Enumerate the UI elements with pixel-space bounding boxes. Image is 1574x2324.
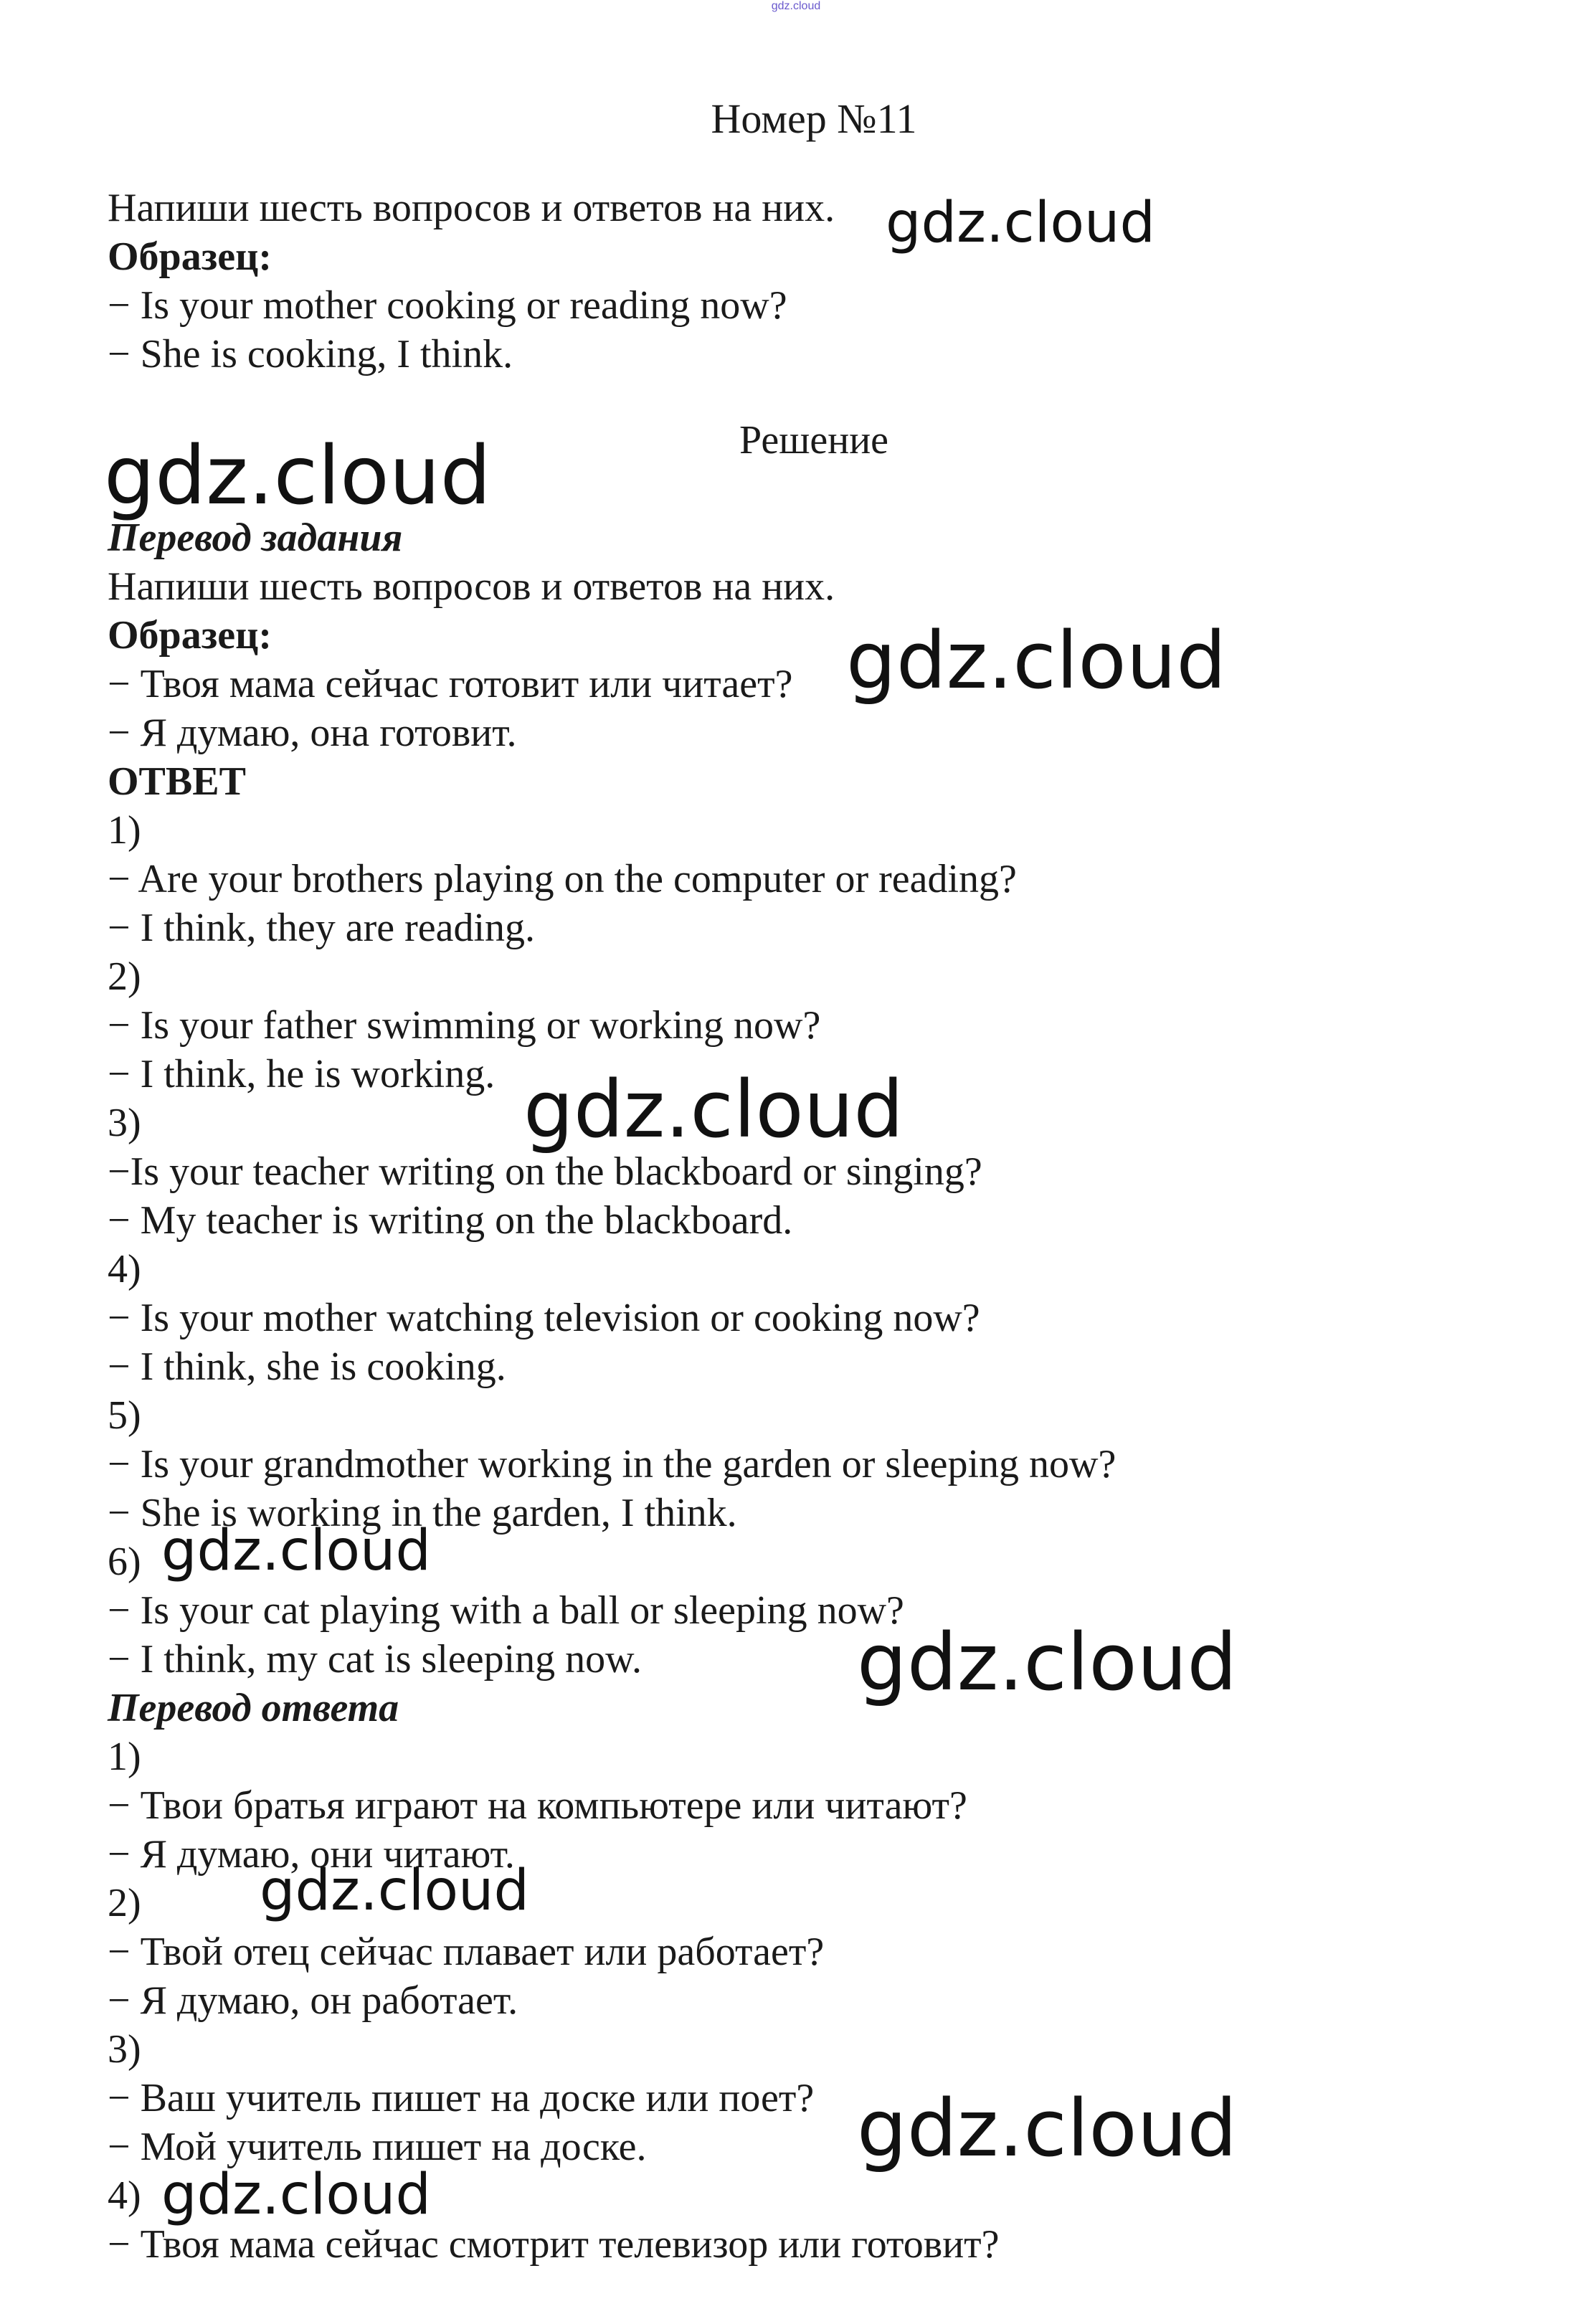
- solution-line: 1): [108, 808, 141, 853]
- watermark: gdz.cloud: [846, 615, 1227, 706]
- solution-line: − Я думаю, он работает.: [108, 1978, 518, 2023]
- solution-line: − My teacher is writing on the blackboard.: [108, 1198, 793, 1243]
- solution-line: Перевод задания: [108, 516, 403, 560]
- solution-line: 3): [108, 2027, 141, 2072]
- solution-line: − Твоя мама сейчас смотрит телевизор или готовит?: [108, 2222, 1000, 2267]
- solution-line: − I think, they are reading.: [108, 906, 536, 950]
- task-line: − She is cooking, I think.: [108, 332, 513, 376]
- watermark: gdz.cloud: [857, 1616, 1238, 1708]
- solution-line: Образец:: [108, 613, 272, 658]
- solution-line: 5): [108, 1393, 141, 1438]
- page-title: Номер №11: [711, 95, 917, 142]
- watermark: gdz.cloud: [161, 1519, 431, 1583]
- solution-line: − I think, my cat is sleeping now.: [108, 1637, 642, 1682]
- top-watermark: gdz.cloud: [771, 0, 821, 12]
- solution-line: 2): [108, 1881, 141, 1925]
- solution-line: 1): [108, 1735, 141, 1779]
- watermark: gdz.cloud: [523, 1063, 904, 1155]
- solution-line: − Is your cat playing with a ball or sleeping now?: [108, 1588, 904, 1633]
- task-block: [108, 184, 1470, 379]
- solution-line: − Твоя мама сейчас готовит или читает?: [108, 662, 793, 706]
- watermark: gdz.cloud: [886, 191, 1155, 255]
- task-line: Напиши шесть вопросов и ответов на них.: [108, 186, 835, 230]
- solution-line: − Are your brothers playing on the computer or reading?: [108, 857, 1017, 901]
- solution-line: − She is working in the garden, I think.: [108, 1491, 737, 1535]
- solution-line: − Is your grandmother working in the garden or sleeping now?: [108, 1442, 1117, 1486]
- solution-line: 2): [108, 954, 141, 999]
- solution-line: 4): [108, 1247, 141, 1291]
- solution-line: −Is your teacher writing on the blackboard or singing?: [108, 1149, 982, 1194]
- solution-line: − I think, she is cooking.: [108, 1344, 506, 1389]
- solution-line: − Я думаю, они читают.: [108, 1832, 515, 1877]
- solution-line: − Твои братья играют на компьютере или читают?: [108, 1783, 967, 1828]
- task-line: − Is your mother cooking or reading now?: [108, 283, 787, 328]
- solution-line: − I think, he is working.: [108, 1052, 496, 1096]
- solution-line: − Is your mother watching television or cooking now?: [108, 1296, 980, 1340]
- solution-heading: Решение: [739, 418, 889, 463]
- solution-line: 6): [108, 1540, 141, 1584]
- solution-line: − Мой учитель пишет на доске.: [108, 2125, 647, 2169]
- solution-line: 4): [108, 2173, 141, 2218]
- watermark: gdz.cloud: [161, 2163, 431, 2227]
- solution-line: − Я думаю, она готовит.: [108, 711, 517, 755]
- solution-block: [108, 513, 1470, 2269]
- task-line: Образец:: [108, 234, 272, 279]
- watermark: gdz.cloud: [260, 1859, 529, 1923]
- solution-line: − Is your father swimming or working now?: [108, 1003, 821, 1048]
- solution-line: Напиши шесть вопросов и ответов на них.: [108, 564, 835, 609]
- solution-line: ОТВЕТ: [108, 759, 246, 804]
- watermark: gdz.cloud: [104, 430, 491, 523]
- solution-line: − Ваш учитель пишет на доске или поет?: [108, 2076, 815, 2120]
- solution-line: − Твой отец сейчас плавает или работает?: [108, 1930, 825, 1974]
- solution-line: Перевод ответа: [108, 1686, 399, 1730]
- solution-line: 3): [108, 1101, 141, 1145]
- watermark: gdz.cloud: [857, 2082, 1238, 2174]
